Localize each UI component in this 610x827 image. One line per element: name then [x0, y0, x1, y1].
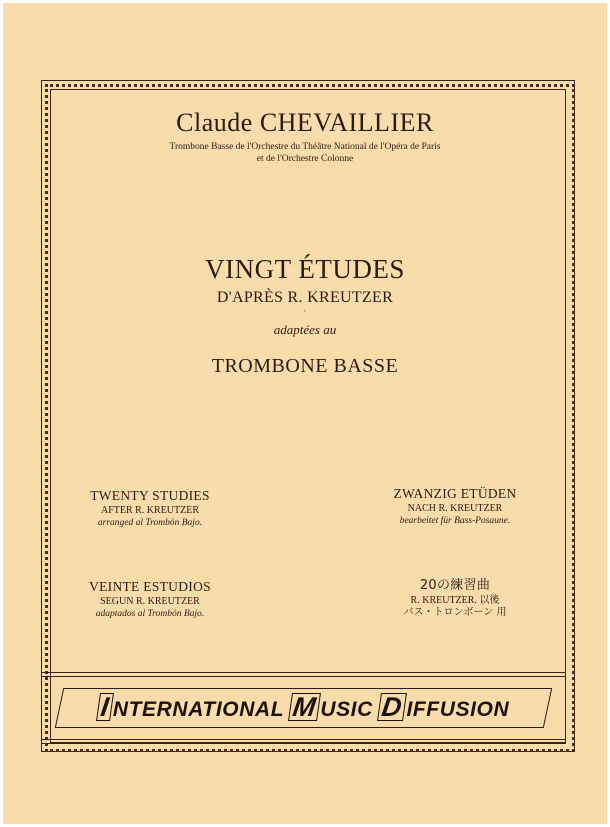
- english-title: TWENTY STUDIES: [90, 488, 210, 503]
- japanese-title: 20の練習曲: [419, 578, 491, 593]
- work-subtitle: D'APRÈS R. KREUTZER: [216, 289, 394, 306]
- publisher-logo: [41, 693, 566, 722]
- instrument-name: TROMBONE BASSE: [211, 355, 399, 377]
- spanish-title-block: [40, 579, 260, 620]
- composer-description-line1: Trombone Basse de l'Orchestre du Théâtre National de l'Opéra de Paris: [169, 142, 441, 152]
- german-line1: NACH R. KREUTZER: [407, 503, 503, 514]
- composer-name: Claude CHEVAILLIER: [176, 108, 434, 137]
- publisher-word-1: NTERNATIONAL: [112, 698, 291, 721]
- german-line2: bearbeitet für Bass-Posaune.: [399, 516, 511, 526]
- spanish-line2: adaptados al Trombön Bajo.: [95, 609, 205, 619]
- publisher-initial-i: I: [96, 693, 114, 721]
- band-rule-top-2: [41, 676, 566, 677]
- band-rule-bottom-1: [41, 739, 566, 740]
- spanish-title: VEINTE ESTUDIOS: [89, 579, 211, 594]
- english-line1: AFTER R. KREUTZER: [100, 505, 200, 516]
- publisher-initial-d: D: [377, 693, 407, 721]
- publisher-band: [41, 672, 566, 744]
- band-rule-top-1: [41, 672, 566, 673]
- band-rule-bottom-2: [41, 743, 566, 744]
- japanese-line1: R. KREUTZER. 以後: [410, 595, 500, 606]
- adapted-text: adaptées au: [273, 322, 337, 337]
- publisher-word-3: IFFUSION: [406, 698, 510, 721]
- english-title-block: [40, 488, 260, 529]
- german-title: ZWANZIG ETÜDEN: [393, 486, 517, 501]
- publisher-word-2: USIC: [320, 698, 380, 721]
- publisher-initial-m: M: [288, 693, 321, 721]
- work-title: VINGT ÉTUDES: [205, 254, 405, 284]
- japanese-title-block: [345, 578, 565, 619]
- german-title-block: [345, 486, 565, 527]
- composer-description-line2: et de l'Orchestre Colonne: [256, 154, 354, 164]
- spanish-line1: SEGUN R. KREUTZER: [100, 596, 200, 607]
- japanese-line2: バス・トロンボーン 用: [403, 607, 507, 618]
- separator-dot: ·: [303, 306, 307, 316]
- english-line2: arranged al Trombön Bajo.: [97, 518, 203, 528]
- ornamental-border-inner: [50, 89, 566, 743]
